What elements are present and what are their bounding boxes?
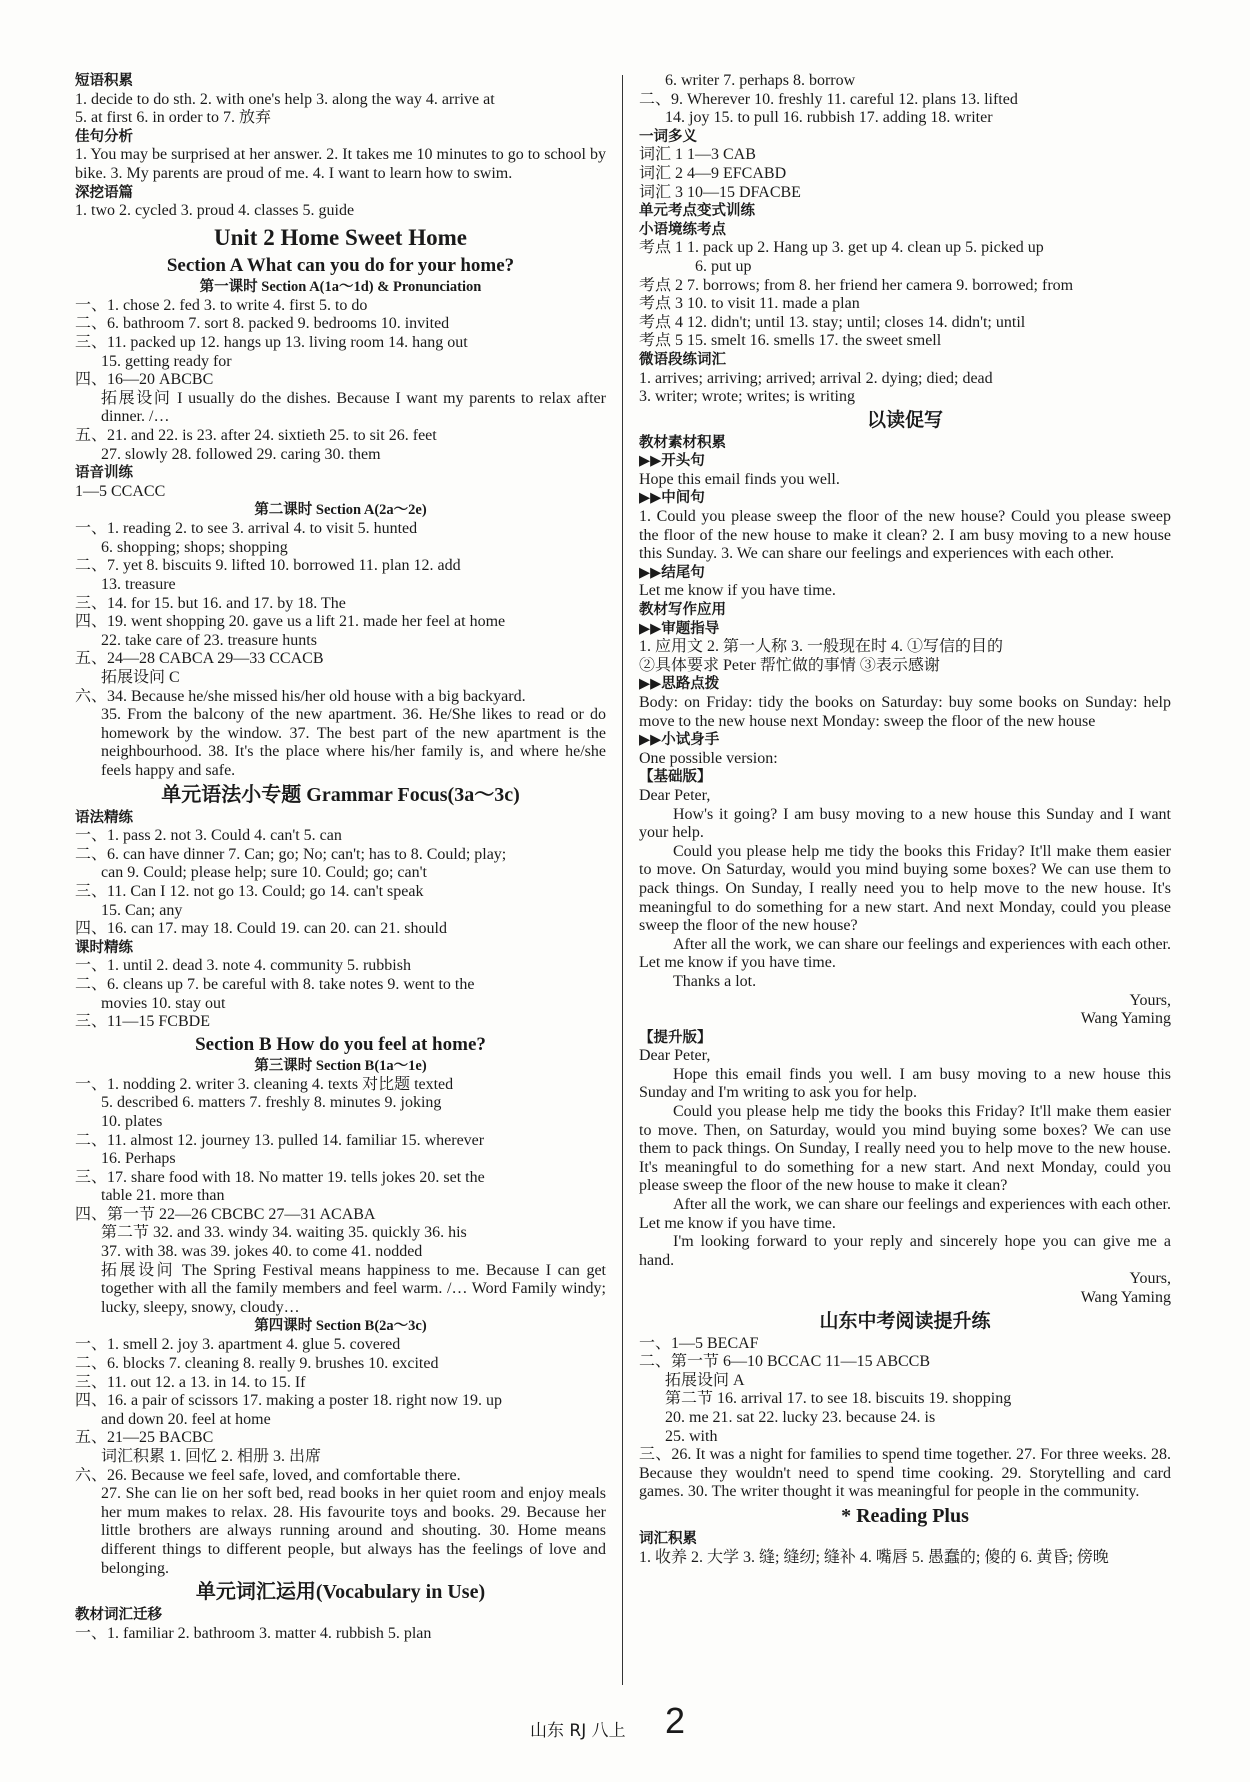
letter-paragraph: After all the work, we can share our feelings and experiences with each other. Let me know if you have time. bbox=[639, 935, 1171, 972]
section-heading: 【提升版】 bbox=[639, 1029, 712, 1046]
answer-line: 四、19. went shopping 20. gave us a lift 21. made her feel at home bbox=[75, 613, 506, 631]
section-heading: 教材写作应用 bbox=[639, 602, 726, 619]
answer-line: can 9. Could; please help; sure 10. Could; go; can't bbox=[101, 864, 427, 882]
topic-title: 单元语法小专题 Grammar Focus(3a～3c) bbox=[161, 783, 520, 806]
answer-line: 一、1. familiar 2. bathroom 3. matter 4. rubbish 5. plan bbox=[75, 1624, 432, 1642]
answer-line: 六、26. Because we feel safe, loved, and comfortable there. bbox=[75, 1466, 461, 1484]
answer-line: 27. She can lie on her soft bed, read books in her quiet room and enjoy meals her mum makes to relax. 28. His favourite toys and books. 29. Because her little brothers are always running around and shouting. 30. Home means different things to different people, but always has the feelings of love and belonging. bbox=[101, 1485, 606, 1577]
answer-line: 五、21—25 BACBC bbox=[75, 1429, 214, 1447]
answer-line: movies 10. stay out bbox=[101, 994, 226, 1012]
answer-line: 二、6. cleans up 7. be careful with 8. take notes 9. went to the bbox=[75, 975, 475, 993]
letter-paragraph: After all the work, we can share our feelings and experiences with each other. Let me know if you have time. bbox=[639, 1196, 1171, 1232]
answer-line: 6. writer 7. perhaps 8. borrow bbox=[665, 72, 856, 89]
answer-line: 一、1—5 BECAF bbox=[639, 1334, 759, 1352]
section-heading: ▶▶小试身手 bbox=[639, 732, 720, 749]
answer-line: 四、16. a pair of scissors 17. making a poster 18. right now 19. up bbox=[75, 1392, 503, 1410]
section-heading: 小语境练考点 bbox=[639, 221, 726, 238]
answer-line: One possible version: bbox=[639, 749, 778, 767]
answer-line: 考点 1 1. pack up 2. Hang up 3. get up 4. clean up 5. picked up bbox=[639, 239, 1044, 257]
lesson-title: 第二课时 Section A(2a～2e) bbox=[254, 502, 427, 519]
answer-line: 词汇 2 4—9 EFCABD bbox=[639, 164, 787, 182]
section-heading: ▶▶结尾句 bbox=[639, 564, 705, 581]
section-heading: 短语积累 bbox=[75, 73, 133, 89]
topic-title: 以读促写 bbox=[866, 408, 943, 431]
section-title: Section A What can you do for your home? bbox=[166, 254, 515, 276]
letter-signoff: Yours, bbox=[1129, 991, 1171, 1009]
letter-paragraph: Thanks a lot. bbox=[673, 972, 757, 990]
answer-line: 三、11. Can I 12. not go 13. Could; go 14. can't speak bbox=[75, 882, 424, 900]
section-heading: 深挖语篇 bbox=[75, 184, 133, 201]
lesson-title: 第一课时 Section A(1a～1d) & Pronunciation bbox=[199, 278, 482, 295]
section-heading: 语音训练 bbox=[75, 465, 133, 482]
answer-line: 二、6. bathroom 7. sort 8. packed 9. bedrooms 10. invited bbox=[75, 315, 450, 333]
answer-line: 五、24—28 CABCA 29—33 CCACB bbox=[75, 650, 324, 668]
answer-line: 六、34. Because he/she missed his/her old house with a big backyard. bbox=[75, 687, 526, 705]
answer-line: Hope this email finds you well. bbox=[639, 470, 840, 488]
answer-line: 词汇积累 1. 回忆 2. 相册 3. 出席 bbox=[101, 1448, 322, 1465]
answer-line: 二、6. can have dinner 7. Can; go; No; can't; has to 8. Could; play; bbox=[75, 845, 507, 863]
section-heading: 单元考点变式训练 bbox=[639, 203, 755, 220]
answer-line: 15. getting ready for bbox=[101, 352, 232, 370]
topic-title: * Reading Plus bbox=[841, 1504, 969, 1527]
answer-line: Dear Peter, bbox=[639, 786, 711, 804]
right-column bbox=[639, 72, 1171, 1567]
answer-line: 1. arrives; arriving; arrived; arrival 2. dying; died; dead bbox=[639, 369, 993, 387]
footer-label: 山东 RJ 八上 bbox=[530, 1721, 626, 1741]
lesson-title: 第四课时 Section B(2a～3c) bbox=[254, 1318, 427, 1335]
answer-line: 二、7. yet 8. biscuits 9. lifted 10. borrowed 11. plan 12. add bbox=[75, 557, 461, 575]
answer-line: 1. decide to do sth. 2. with one's help 3. along the way 4. arrive at bbox=[75, 90, 495, 108]
section-heading: 课时精练 bbox=[75, 939, 133, 956]
answer-line: 二、第一节 6—10 BCCAC 11—15 ABCCB bbox=[639, 1353, 931, 1371]
letter-signoff: Wang Yaming bbox=[1080, 1010, 1171, 1028]
section-heading: ▶▶中间句 bbox=[639, 490, 705, 507]
section-heading: 佳句分析 bbox=[75, 128, 133, 145]
answer-line: 16. Perhaps bbox=[101, 1150, 176, 1168]
answer-line: 三、14. for 15. but 16. and 17. by 18. The bbox=[75, 594, 346, 612]
answer-line: 一、1. until 2. dead 3. note 4. community 5. rubbish bbox=[75, 957, 411, 975]
column-divider bbox=[622, 75, 623, 1685]
answer-line: and down 20. feel at home bbox=[101, 1410, 271, 1428]
answer-line: 1. Could you please sweep the floor of the new house? Could you please sweep the floor of the new house to make it clean? 2. I am busy moving to a new house this Sunday. 3. We can share our feelings and experiences with each other. bbox=[639, 508, 1171, 563]
section-heading: 词汇积累 bbox=[639, 1530, 697, 1547]
lesson-title: 第三课时 Section B(1a～1e) bbox=[254, 1057, 427, 1074]
answer-line: Dear Peter, bbox=[639, 1047, 711, 1065]
topic-title: 山东中考阅读提升练 bbox=[819, 1309, 991, 1332]
answer-line: 第二节 32. and 33. windy 34. waiting 35. quickly 36. his bbox=[101, 1224, 467, 1242]
answer-line: 词汇 1 1—3 CAB bbox=[639, 146, 756, 164]
answer-line: 一、1. chose 2. fed 3. to write 4. first 5. to do bbox=[75, 296, 368, 314]
section-heading: 教材素材积累 bbox=[639, 434, 726, 451]
letter-paragraph: Could you please help me tidy the books this Friday? It'll make them easier to move. On Saturday, would you mind buying some boxes? We can use them to pack things. On Sunday, I really need you to help move to the new house. It's meaningful to do something for a new start. And next Monday, could you please sweep the floor of the new house? bbox=[639, 842, 1171, 935]
answer-line: 35. From the balcony of the new apartment. 36. He/She likes to read or do homework by the window. 37. The best part of the new apartment is the neighbourhood. 38. It's the place where his/her family is, and where he/she feels happy and safe. bbox=[101, 706, 606, 779]
section-heading: 微语段练词汇 bbox=[639, 351, 726, 368]
unit-title: Unit 2 Home Sweet Home bbox=[214, 224, 467, 250]
answer-line: 1. 应用文 2. 第一人称 3. 一般现在时 4. ①写信的目的 bbox=[639, 638, 1004, 656]
topic-title: 单元词汇运用(Vocabulary in Use) bbox=[195, 1581, 486, 1604]
answer-line: 考点 4 12. didn't; until 13. stay; until; closes 14. didn't; until bbox=[639, 313, 1026, 331]
letter-signoff: Yours, bbox=[1129, 1270, 1171, 1288]
answer-line: 二、6. blocks 7. cleaning 8. really 9. brushes 10. excited bbox=[75, 1355, 439, 1373]
answer-line: 6. put up bbox=[695, 257, 752, 275]
answer-line: 3. writer; wrote; writes; is writing bbox=[639, 388, 855, 406]
answer-line: 第二节 16. arrival 17. to see 18. biscuits 19. shopping bbox=[665, 1390, 1012, 1408]
answer-line: 拓展设问 I usually do the dishes. Because I want my parents to relax after dinner. /… bbox=[101, 389, 606, 426]
answer-line: 37. with 38. was 39. jokes 40. to come 41. nodded bbox=[101, 1243, 423, 1261]
answer-line: 27. slowly 28. followed 29. caring 30. them bbox=[101, 445, 381, 463]
letter-paragraph: How's it going? I am busy moving to a new house this Sunday and I want your help. bbox=[639, 805, 1171, 842]
answer-line: 一、1. reading 2. to see 3. arrival 4. to visit 5. hunted bbox=[75, 520, 418, 538]
answer-line: 三、17. share food with 18. No matter 19. tells jokes 20. set the bbox=[75, 1168, 485, 1186]
answer-line: 13. treasure bbox=[101, 576, 176, 594]
answer-line: 14. joy 15. to pull 16. rubbish 17. adding 18. writer bbox=[665, 109, 993, 127]
answer-line: 1. two 2. cycled 3. proud 4. classes 5. guide bbox=[75, 202, 355, 220]
page-number: 2 bbox=[665, 1700, 686, 1741]
answer-line: 四、16—20 ABCBC bbox=[75, 371, 214, 389]
answer-line: 三、26. It was a night for families to spend time together. 27. For three weeks. 28. Because they wouldn't need to spend time cooking. 29. Storytelling and card games. 30. The writer thought it was meaningful for people in the community. bbox=[639, 1446, 1171, 1501]
answer-line: 三、11. out 12. a 13. in 14. to 15. If bbox=[75, 1373, 306, 1391]
letter-paragraph: Could you please help me tidy the books this Friday? It'll make them easier to move. Then, on Saturday, would you mind buying some boxes? We can use them to pack things. On Sunday, I really need you to help move to the new house. It's meaningful to do something for a new start. And next Monday, could you please sweep the floor of the new house to make it clean? bbox=[639, 1103, 1171, 1195]
answer-line: 词汇 3 10—15 DFACBE bbox=[639, 183, 801, 201]
section-heading: 教材词汇迁移 bbox=[75, 1607, 162, 1624]
answer-line: 拓展设问 C bbox=[101, 669, 180, 687]
answer-line: 25. with bbox=[665, 1427, 718, 1445]
section-heading: 一词多义 bbox=[639, 128, 697, 145]
answer-line: 考点 5 15. smelt 16. smells 17. the sweet smell bbox=[639, 332, 942, 350]
answer-line: table 21. more than bbox=[101, 1187, 225, 1205]
answer-line: Let me know if you have time. bbox=[639, 582, 836, 600]
answer-line: 考点 3 10. to visit 11. made a plan bbox=[639, 295, 860, 313]
answer-line: 一、1. pass 2. not 3. Could 4. can't 5. can bbox=[75, 827, 342, 845]
answer-line: 拓展设问 A bbox=[665, 1371, 745, 1389]
answer-line: 1. You may be surprised at her answer. 2. It takes me 10 minutes to go to school by bike. 3. My parents are proud of me. 4. I want to learn how to swim. bbox=[75, 146, 606, 182]
letter-signoff: Wang Yaming bbox=[1080, 1289, 1171, 1306]
left-column bbox=[75, 72, 606, 1643]
section-heading: ▶▶思路点拨 bbox=[639, 676, 720, 693]
section-heading: ▶▶审题指导 bbox=[639, 620, 720, 637]
answer-line: 一、1. smell 2. joy 3. apartment 4. glue 5. covered bbox=[75, 1336, 401, 1354]
section-heading: ▶▶开头句 bbox=[639, 453, 705, 470]
answer-line: 10. plates bbox=[101, 1112, 163, 1130]
letter-paragraph: Hope this email finds you well. I am busy moving to a new house this Sunday and I'm writing to ask you for help. bbox=[639, 1065, 1171, 1102]
answer-line: 22. take care of 23. treasure hunts bbox=[101, 631, 317, 649]
answer-line: 6. shopping; shops; shopping bbox=[101, 538, 288, 556]
answer-line: 拓展设问 The Spring Festival means happiness to me. Because I can get together with all the family members and feel warm. /… Word Family windy; lucky, sleepy, snowy, cloudy… bbox=[101, 1261, 606, 1316]
answer-line: 考点 2 7. borrows; from 8. her friend her camera 9. borrowed; from bbox=[639, 276, 1074, 294]
answer-line: 四、16. can 17. may 18. Could 19. can 20. can 21. should bbox=[75, 920, 447, 938]
answer-line: 二、11. almost 12. journey 13. pulled 14. familiar 15. wherever bbox=[75, 1131, 485, 1149]
section-heading: 【基础版】 bbox=[639, 769, 712, 786]
answer-line: 四、第一节 22—26 CBCBC 27—31 ACABA bbox=[75, 1205, 376, 1223]
answer-line: 1. 收养 2. 大学 3. 缝; 缝纫; 缝补 4. 嘴唇 5. 愚蠢的; 傻的 6. 黄昏; 傍晚 bbox=[639, 1548, 1109, 1566]
answer-line: 五、21. and 22. is 23. after 24. sixtieth 25. to sit 26. feet bbox=[75, 426, 437, 444]
answer-line: 三、11—15 FCBDE bbox=[75, 1013, 210, 1031]
answer-line: 三、11. packed up 12. hangs up 13. living room 14. hang out bbox=[75, 333, 468, 351]
answer-line: 15. Can; any bbox=[101, 901, 183, 919]
answer-line: 20. me 21. sat 22. lucky 23. because 24. is bbox=[665, 1408, 936, 1426]
answer-line: 一、1. nodding 2. writer 3. cleaning 4. texts 对比题 texted bbox=[75, 1075, 454, 1093]
answer-line: Body: on Friday: tidy the books on Saturday: buy some books on Sunday: help move to the new house next Monday: sweep the floor of the new house bbox=[639, 694, 1171, 730]
section-heading: 语法精练 bbox=[75, 809, 133, 826]
section-title: Section B How do you feel at home? bbox=[195, 1033, 486, 1055]
letter-paragraph: I'm looking forward to your reply and sincerely hope you can give me a hand. bbox=[639, 1233, 1171, 1269]
answer-line: ②具体要求 Peter 帮忙做的事情 ③表示感谢 bbox=[639, 656, 940, 674]
answer-line: 5. at first 6. in order to 7. 放弃 bbox=[75, 109, 271, 127]
answer-line: 二、9. Wherever 10. freshly 11. careful 12. plans 13. lifted bbox=[639, 90, 1018, 108]
answer-line: 1—5 CCACC bbox=[75, 482, 166, 500]
answer-line: 5. described 6. matters 7. freshly 8. minutes 9. joking bbox=[101, 1094, 442, 1112]
